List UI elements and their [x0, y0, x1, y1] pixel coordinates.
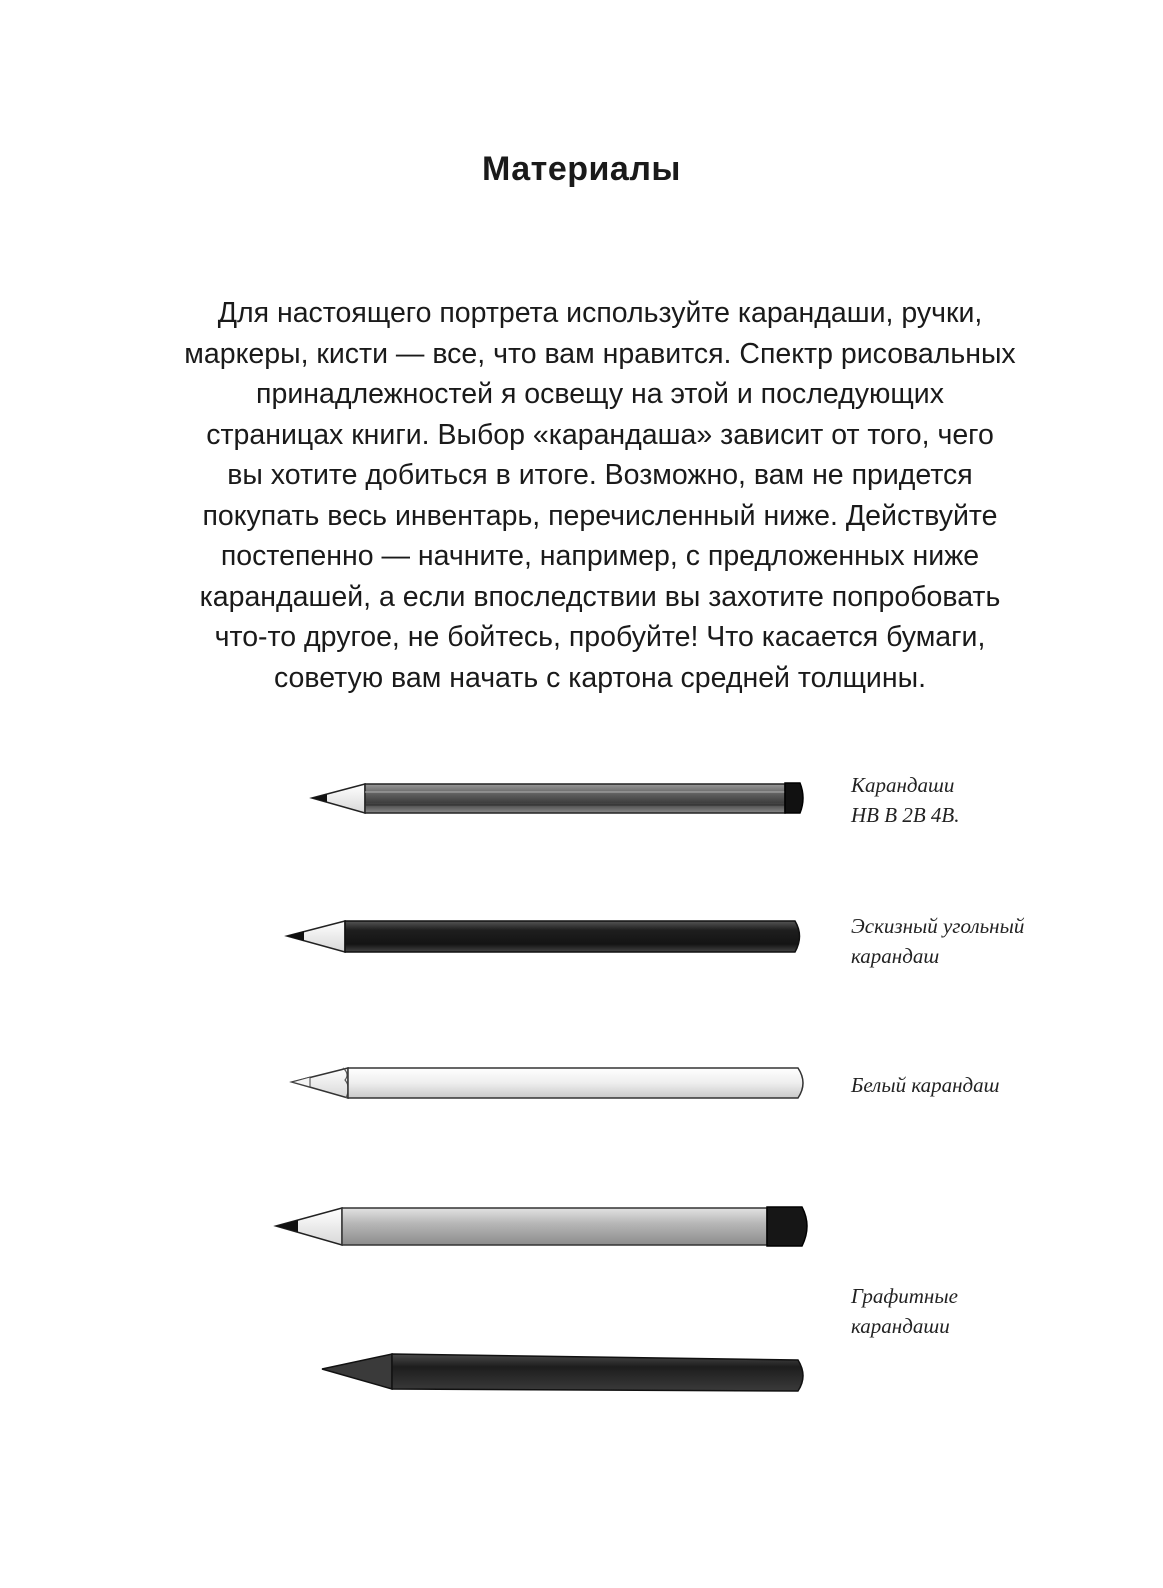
intro-line: карандашей, а если впоследствии вы захотите попробовать [199, 580, 1001, 613]
intro-line: страницах книги. Выбор «карандаша» зависит от того, чего [206, 418, 994, 451]
intro-line: советую вам начать с картона средней толщины. [273, 661, 926, 694]
caption-white-pencil: Белый карандаш [851, 1073, 1000, 1097]
black-graphite-pencil [322, 1354, 803, 1391]
intro-line: постепенно — начните, например, с предложенных ниже [220, 540, 980, 572]
silver-graphite-pencil [276, 1207, 807, 1246]
intro-line: покупать весь инвентарь, перечисленный ниже. Действуйте [202, 499, 998, 532]
charcoal-pencil [287, 921, 800, 952]
intro-line: вы хотите добиться в итоге. Возможно, вам не придется [227, 459, 973, 491]
intro-line: что-то другое, не бойтесь, пробуйте! Что касается бумаги, [214, 621, 986, 653]
hb-pencil [312, 783, 803, 813]
white-pencil [292, 1068, 803, 1098]
page-title: Материалы [482, 150, 681, 188]
caption-graphite-pencils: Графитные карандаши [851, 1284, 958, 1338]
intro-line: принадлежностей я освещу на этой и последующих [256, 378, 944, 410]
intro-line: Для настоящего портрета используйте карандаши, ручки, [217, 297, 983, 329]
caption-charcoal-pencil: Эскизный угольный карандаш [851, 914, 1025, 968]
caption-hb-pencils: Карандаши HB B 2B 4B. [851, 773, 960, 827]
intro-line: маркеры, кисти — все, что вам нравится. Спектр рисовальных [184, 337, 1016, 370]
intro-paragraph [150, 293, 1050, 698]
